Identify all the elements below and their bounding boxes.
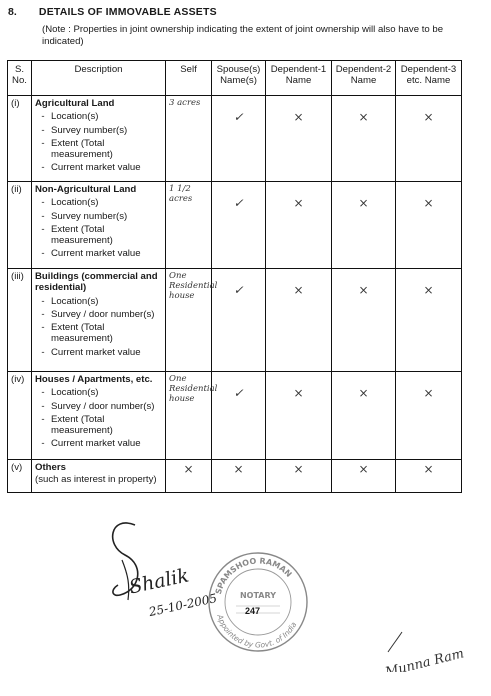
list-item: - Current market value — [41, 346, 141, 358]
cell-dependent-1: × — [266, 372, 332, 460]
header-dependent-2: Dependent-2 Name — [332, 61, 396, 96]
page-number: 247 — [245, 606, 261, 616]
cell-spouse: ✓ — [212, 182, 266, 269]
svg-text:25-10-2005: 25-10-2005 — [147, 591, 219, 620]
cell-dependent-2: × — [332, 372, 396, 460]
cell-self: One Residential house — [166, 372, 212, 460]
list-item: - Survey number(s) — [41, 210, 128, 222]
cell-dependent-1: × — [266, 460, 332, 493]
section-note: (Note : Properties in joint ownership indicating the extent of joint ownership will also have to be indicated) — [42, 24, 444, 47]
row-sno: (i) — [8, 96, 32, 182]
svg-text:Appointed by Govt. of India: Appointed by Govt. of India — [215, 613, 299, 650]
section-heading — [8, 6, 217, 18]
immovable-assets-table — [7, 60, 462, 493]
row-description — [32, 460, 166, 493]
row-description — [32, 96, 166, 182]
list-item: - Survey / door number(s) — [41, 400, 155, 412]
header-spouse: Spouse(s) Name(s) — [212, 61, 266, 96]
svg-text:Munna Ram: Munna Ram — [383, 646, 466, 672]
table-row — [8, 96, 462, 182]
notary-seal — [206, 550, 311, 660]
cell-spouse: ✓ — [212, 269, 266, 372]
svg-text:SPAMSHOO RAMAN: SPAMSHOO RAMAN — [213, 556, 294, 596]
svg-text:Shalik: Shalik — [127, 564, 191, 599]
cell-self: × — [166, 460, 212, 493]
list-item: - Location(s) — [41, 387, 99, 399]
row-sno: (iii) — [8, 269, 32, 372]
row-description — [32, 182, 166, 269]
cell-dependent-1: × — [266, 96, 332, 182]
cell-dependent-3: × — [396, 460, 462, 493]
cell-dependent-2: × — [332, 269, 396, 372]
header-self: Self — [166, 61, 212, 96]
section-number: 8. — [8, 6, 17, 18]
header-dependent-3: Dependent-3 etc. Name — [396, 61, 462, 96]
signature-right — [380, 612, 490, 677]
list-item: (such as interest in property) — [35, 474, 157, 486]
table-row — [8, 182, 462, 269]
list-item: - Extent (Total measurement) — [41, 137, 113, 161]
table-header-row — [8, 61, 462, 96]
cell-spouse: × — [212, 460, 266, 493]
cell-dependent-1: × — [266, 269, 332, 372]
row-sno: (ii) — [8, 182, 32, 269]
cell-spouse: ✓ — [212, 372, 266, 460]
section-title: DETAILS OF IMMOVABLE ASSETS — [38, 6, 217, 18]
list-item: - Extent (Total measurement) — [41, 413, 113, 437]
list-item: - Survey number(s) — [41, 124, 128, 136]
cell-dependent-1: × — [266, 182, 332, 269]
header-description: Description — [32, 61, 166, 96]
cell-self: 1 1/2 acres — [166, 182, 212, 269]
cell-spouse: ✓ — [212, 96, 266, 182]
table-row — [8, 460, 462, 493]
list-item: - Extent (Total measurement) — [41, 223, 113, 247]
list-item: - Location(s) — [41, 197, 99, 209]
row-description — [32, 372, 166, 460]
table-row — [8, 269, 462, 372]
cell-dependent-3: × — [396, 182, 462, 269]
row-category: Others — [35, 462, 66, 473]
cell-dependent-2: × — [332, 182, 396, 269]
table-row — [8, 372, 462, 460]
row-category: Buildings (commercial and residential) — [35, 271, 158, 294]
cell-self: 3 acres — [166, 96, 212, 182]
row-category: Non-Agricultural Land — [35, 184, 137, 195]
list-item: - Current market value — [41, 248, 141, 260]
cell-self: One Residential house — [166, 269, 212, 372]
header-dependent-1: Dependent-1 Name — [266, 61, 332, 96]
list-item: - Location(s) — [41, 111, 99, 123]
cell-dependent-3: × — [396, 269, 462, 372]
header-sno: S. No. — [8, 61, 32, 96]
cell-dependent-2: × — [332, 96, 396, 182]
list-item: - Survey / door number(s) — [41, 308, 155, 320]
row-category: Houses / Apartments, etc. — [35, 374, 153, 385]
svg-text:NOTARY: NOTARY — [239, 591, 277, 600]
row-sno: (v) — [8, 460, 32, 493]
cell-dependent-3: × — [396, 96, 462, 182]
row-description — [32, 269, 166, 372]
cell-dependent-3: × — [396, 372, 462, 460]
cell-dependent-2: × — [332, 460, 396, 493]
list-item: - Extent (Total measurement) — [41, 322, 113, 345]
list-item: - Location(s) — [41, 295, 99, 307]
list-item: - Current market value — [41, 162, 141, 174]
row-sno: (iv) — [8, 372, 32, 460]
list-item: - Current market value — [41, 438, 141, 450]
row-category: Agricultural Land — [35, 98, 115, 109]
